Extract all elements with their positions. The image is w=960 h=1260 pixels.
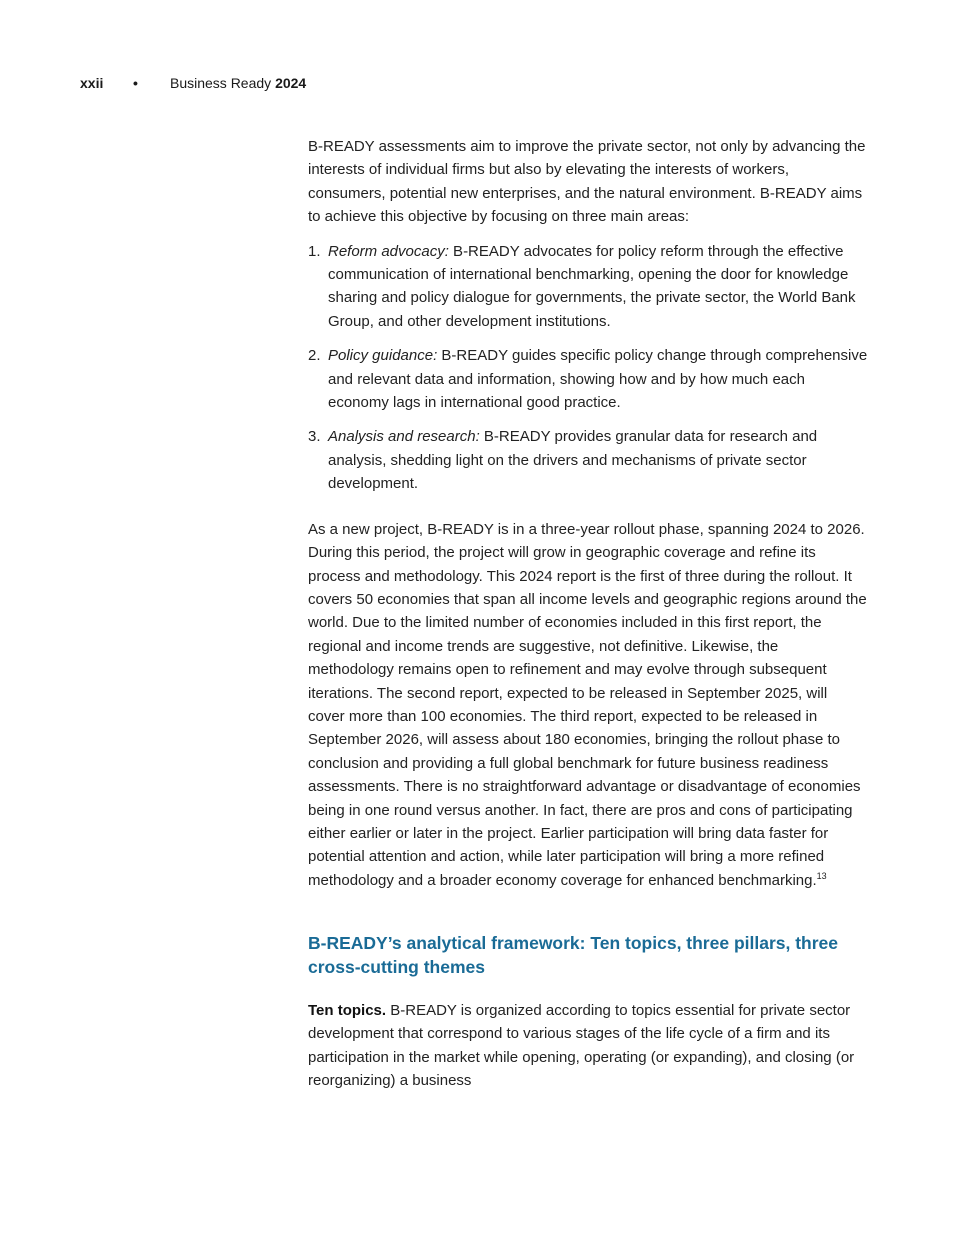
ten-topics-paragraph bbox=[308, 999, 868, 1093]
list-item-number: 2. bbox=[308, 347, 321, 365]
publication-year: 2024 bbox=[275, 75, 307, 91]
body-column bbox=[308, 135, 868, 1093]
publication-title: Business Ready bbox=[170, 75, 272, 91]
list-item bbox=[308, 240, 868, 334]
rollout-paragraph bbox=[308, 518, 868, 893]
main-areas-list bbox=[308, 240, 868, 496]
list-item-term: Policy guidance: bbox=[328, 347, 438, 365]
list-item-term: Reform advocacy: bbox=[328, 242, 449, 260]
list-item-number: 3. bbox=[308, 428, 321, 446]
running-header bbox=[80, 73, 306, 93]
footnote-reference[interactable]: 13 bbox=[816, 870, 827, 881]
header-separator: • bbox=[133, 75, 138, 91]
list-item-text: B-READY advocates for policy reform through the effective communication of international benchmarking, opening the door for knowledge sharing and policy dialogue for governments, the private sector, the World Bank Group, and other development institutions. bbox=[328, 242, 856, 330]
page-number: xxii bbox=[80, 75, 104, 91]
intro-paragraph: B-READY assessments aim to improve the private sector, not only by advancing the interests of individual firms but also by elevating the interests of workers, consumers, potential new enterprises, and the natural environment. B-READY aims to achieve this objective by focusing on three main areas: bbox=[308, 138, 866, 226]
list-item-term: Analysis and research: bbox=[328, 428, 480, 446]
list-item-text: B-READY guides specific policy change through comprehensive and relevant data and information, showing how and by how much each economy lags in international good practice. bbox=[328, 347, 868, 412]
list-item-text: B-READY provides granular data for research and analysis, shedding light on the drivers and mechanisms of private sector development. bbox=[328, 428, 818, 493]
list-item-number: 1. bbox=[308, 242, 321, 260]
list-item bbox=[308, 425, 868, 495]
ten-topics-text: B-READY is organized according to topics essential for private sector development that correspond to various stages of the life cycle of a firm and its participation in the market while opening, operating (or expanding), and closing (or reorganizing) a business bbox=[308, 1002, 855, 1090]
rollout-text: As a new project, B-READY is in a three-year rollout phase, spanning 2024 to 2026. During this period, the project will grow in geographic coverage and refine its process and methodology. This 2024 report is the first of three during the rollout. It covers 50 economies that span all income levels and geographic regions around the world. Due to the limited number of economies included in this first report, the regional and income trends are suggestive, not definitive. Likewise, the methodology remains open to refinement and may evolve through subsequent iterations. The second report, expected to be released in September 2025, will cover more than 100 economies. The third report, expected to be released in September 2026, will assess about 180 economies, bringing the rollout phase to conclusion and providing a full global benchmark for future business readiness assessments. There is no straightforward advantage or disadvantage of economies being in one round versus another. In fact, there are pros and cons of participating either earlier or later in the project. Earlier participation will bring data faster for potential attention and action, while later participation will bring a more refined methodology and a broader economy coverage for enhanced benchmarking. bbox=[308, 520, 867, 889]
list-item bbox=[308, 344, 868, 414]
run-in-heading: Ten topics. bbox=[308, 1002, 387, 1019]
section-heading: B-READY’s analytical framework: Ten topics, three pillars, three cross-cutting themes bbox=[308, 933, 839, 977]
